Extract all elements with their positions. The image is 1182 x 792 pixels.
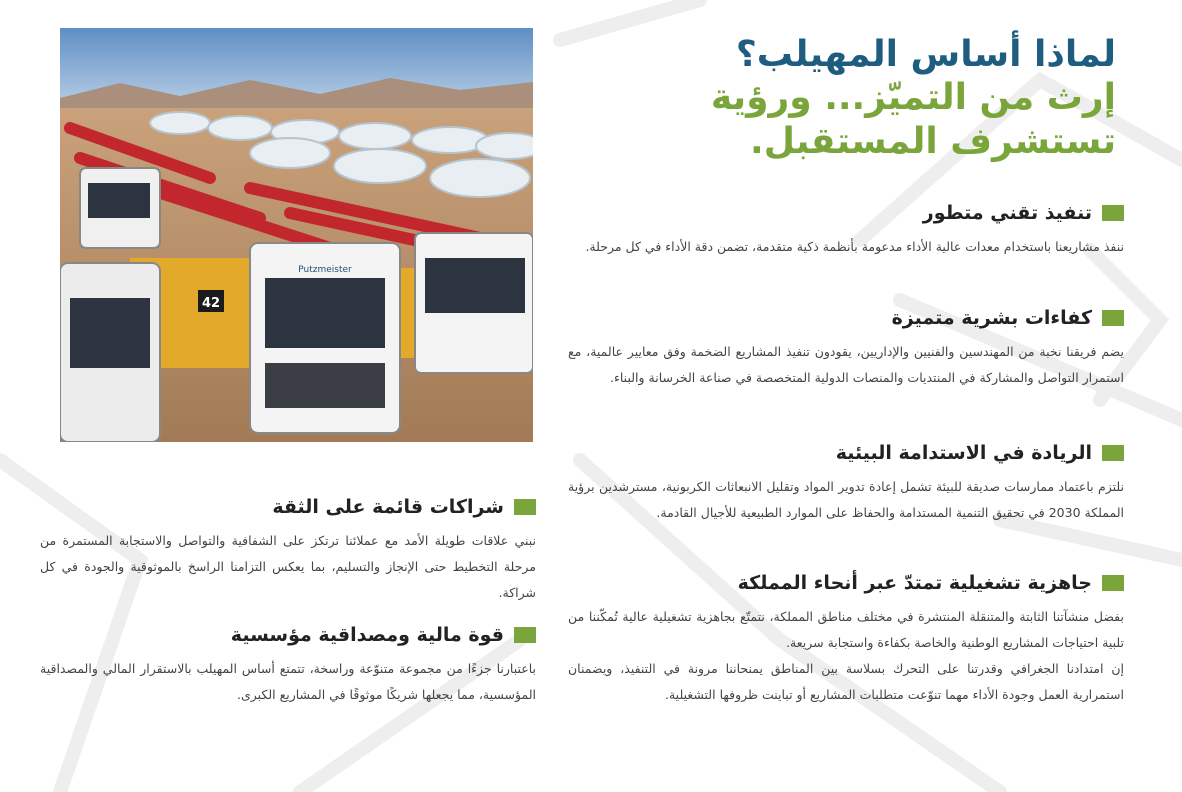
section-heading-text: قوة مالية ومصداقية مؤسسية bbox=[230, 624, 504, 646]
section-advanced-execution bbox=[568, 200, 1124, 260]
section-heading bbox=[568, 200, 1124, 226]
section-heading bbox=[40, 622, 536, 648]
section-heading bbox=[568, 570, 1124, 596]
section-trust-partnerships bbox=[40, 494, 536, 606]
section-body: نبني علاقات طويلة الأمد مع عملائنا ترتكز على الشفافية والتواصل والاستجابة المستمرة من مرحلة التخطيط حتى الإنجاز والتسليم، بما يعكس التزامنا الراسخ بالموثوقية والجودة في كل شراكة. bbox=[40, 533, 536, 600]
section-heading-text: جاهزية تشغيلية تمتدّ عبر أنحاء المملكة bbox=[737, 572, 1092, 594]
green-square-icon bbox=[1102, 445, 1124, 461]
green-square-icon bbox=[1102, 205, 1124, 221]
fleet-photo bbox=[60, 28, 533, 442]
section-body: يضم فريقنا نخبة من المهندسين والفنيين والإداريين، يقودون تنفيذ المشاريع الضخمة وفق معايير عالمية، مع استمرار التواصل والمشاركة في المنتديات والمنصات الدولية المتخصصة في صناعة الخرسانة والبناء. bbox=[568, 344, 1124, 385]
section-body: بفضل منشآتنا الثابتة والمتنقلة المنتشرة في مختلف مناطق المملكة، نتمتّع بجاهزية تشغيلية عالية تُمكّننا من تلبية احتياجات المشاريع الوطنية والخاصة بكفاءة واستجابة سريعة. bbox=[568, 609, 1124, 650]
title-line-1: لماذا أساس المهيلب؟ bbox=[735, 34, 1116, 75]
section-heading-text: كفاءات بشرية متميزة bbox=[891, 307, 1092, 329]
truck-number: 42 bbox=[201, 296, 221, 311]
title-line-2: إرث من التميّز... ورؤية bbox=[710, 77, 1116, 118]
section-heading bbox=[568, 440, 1124, 466]
section-heading-text: تنفيذ تقني متطور bbox=[922, 202, 1092, 224]
section-heading bbox=[40, 494, 536, 520]
section-body: نلتزم باعتماد ممارسات صديقة للبيئة تشمل إعادة تدوير المواد وتقليل الانبعاثات الكربونية، مسترشدين برؤية المملكة 2030 في تحقيق التنمية المستدامة والحفاظ على الموارد الطبيعية للأجيال القادمة. bbox=[568, 479, 1124, 520]
green-square-icon bbox=[1102, 310, 1124, 326]
green-square-icon bbox=[1102, 575, 1124, 591]
section-heading-text: شراكات قائمة على الثقة bbox=[272, 496, 504, 518]
section-body-continued: إن امتدادنا الجغرافي وقدرتنا على التحرك بسلاسة بين المناطق يمنحاننا مرونة في التنفيذ، ويضمنان استمرارية العمل وجودة الأداء مهما تنوّعت متطلبات المشاريع أو تباينت ظروفها التشغيلية. bbox=[568, 661, 1124, 702]
section-financial-strength bbox=[40, 622, 536, 708]
title-line-3: تستشرف المستقبل. bbox=[750, 121, 1116, 162]
section-body: باعتبارنا جزءًا من مجموعة متنوّعة وراسخة، تتمتع أساس المهيلب بالاستقرار المالي والمصداقية المؤسسية، مما يجعلها شريكًا موثوقًا في المشاريع الكبرى. bbox=[40, 661, 536, 702]
section-operational-readiness bbox=[568, 570, 1124, 708]
green-square-icon bbox=[514, 627, 536, 643]
section-heading-text: الريادة في الاستدامة البيئية bbox=[835, 442, 1092, 464]
page-title bbox=[556, 34, 1116, 164]
section-sustainability bbox=[568, 440, 1124, 526]
green-square-icon bbox=[514, 499, 536, 515]
truck-logo-text: Putzmeister bbox=[298, 265, 352, 275]
section-body: ننفذ مشاريعنا باستخدام معدات عالية الأداء مدعومة بأنظمة ذكية متقدمة، تضمن دقة الأداء في كل مرحلة. bbox=[585, 239, 1124, 254]
section-heading bbox=[568, 305, 1124, 331]
section-human-talent bbox=[568, 305, 1124, 391]
